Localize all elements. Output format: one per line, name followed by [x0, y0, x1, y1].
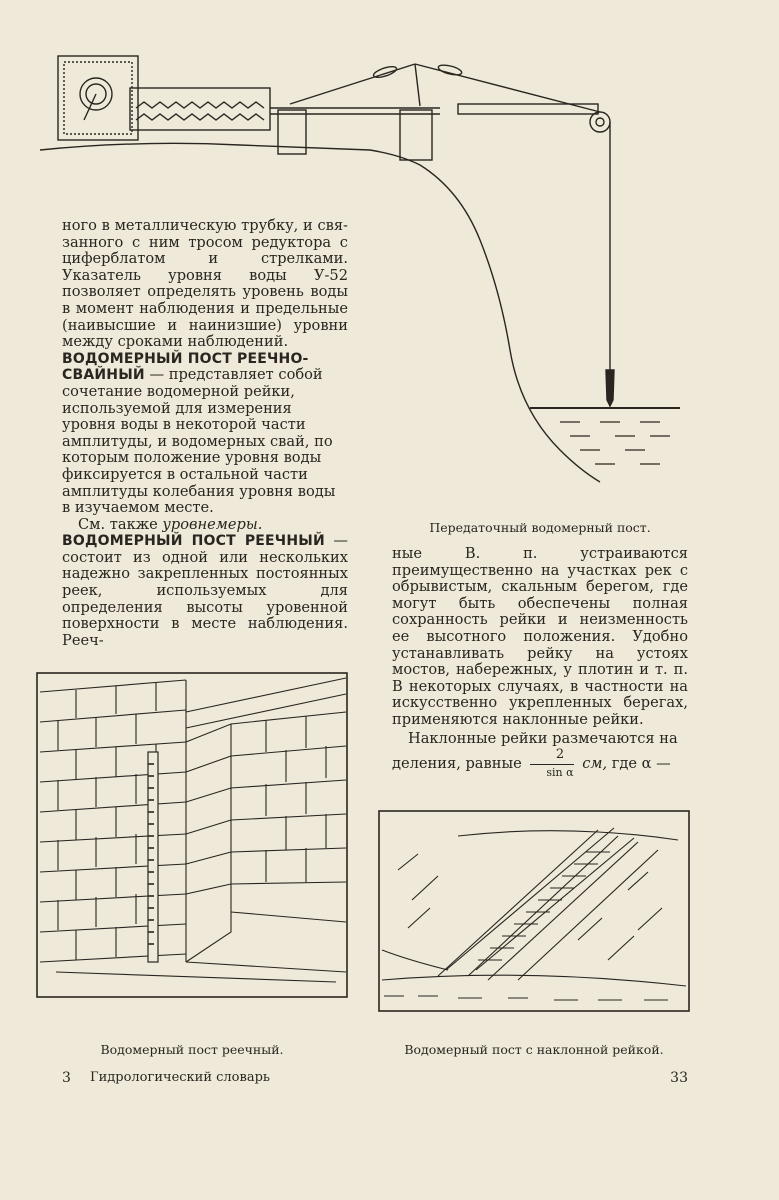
right-paragraph-1: ные В. п. устраиваются преимущественно на участках рек с обрывистым, скальным берегом, где могут быть обеспечены полная сохранность рейки и неизменность ее высотного положения. Удобно устанавливать рейку на устоях мостов, набережных, у плотин и т. п. В некоторых случаях, в частности на искусственно укрепленных берегах, применяются наклонные рейки. — [392, 545, 688, 728]
formula-intro: Наклонные рейки размечаются на деления, равные — [392, 729, 678, 773]
left-figure-caption: Водомерный пост реечный. — [100, 1042, 284, 1057]
signature-mark: 3 — [62, 1070, 71, 1086]
continued-paragraph: ного в металлическую трубку, и свя-занного с ним тросом редуктора с циферблатом и стрелками. Указатель уровня воды У-52 позволяет определять уровень воды в момент наблюдения и предельные (наивысшие и наинизшие) уровни между сроками наблюдений. — [62, 217, 348, 351]
term-reechno-svainy: ВОДОМЕРНЫЙ ПОСТ РЕЕЧНО-СВАЙНЫЙ — [62, 350, 309, 384]
see-also-line — [62, 517, 348, 534]
see-also-prefix: См. также — [78, 515, 163, 533]
right-figure-caption: Водомерный пост с наклонной рейкой. — [404, 1042, 664, 1057]
formula-tail: где α — — [607, 755, 671, 773]
top-figure-caption: Передаточный водомерный пост. — [429, 520, 651, 535]
term-reechny: ВОДОМЕРНЫЙ ПОСТ РЕЕЧНЫЙ — [62, 533, 325, 550]
definition-reechno-svainy: — представляет собой сочетание водомерной рейки, используемой для измерения уровня воды в некоторой части амплитуды, и водомерных свай, по которым положение уровня воды фиксируется в остальной части амплитуды колебания уровня воды в изучаемом месте. — [62, 366, 336, 517]
inclined-staff-drawing — [378, 810, 690, 1012]
right-text-column — [392, 546, 688, 781]
page-number: 33 — [670, 1070, 688, 1086]
formula-fraction — [530, 747, 573, 781]
vertical-staff-figure — [36, 672, 348, 998]
definition-reechny: — состоит из одной или нескольких надежно закрепленных постоянных реек, используемых для определения высоты уровенной поверхности в месте наблюдения. Рееч- — [62, 532, 349, 649]
formula-numerator: 2 — [530, 747, 573, 765]
book-title: Гидрологический словарь — [90, 1070, 270, 1085]
right-paragraph-2 — [392, 731, 688, 782]
vertical-staff-drawing — [36, 672, 348, 998]
left-text-column — [62, 218, 348, 649]
formula-denominator: sin α — [546, 765, 574, 779]
see-also-link[interactable]: уровнемеры. — [162, 515, 263, 533]
formula-unit: см, — [582, 755, 608, 773]
inclined-staff-figure — [378, 810, 690, 1012]
